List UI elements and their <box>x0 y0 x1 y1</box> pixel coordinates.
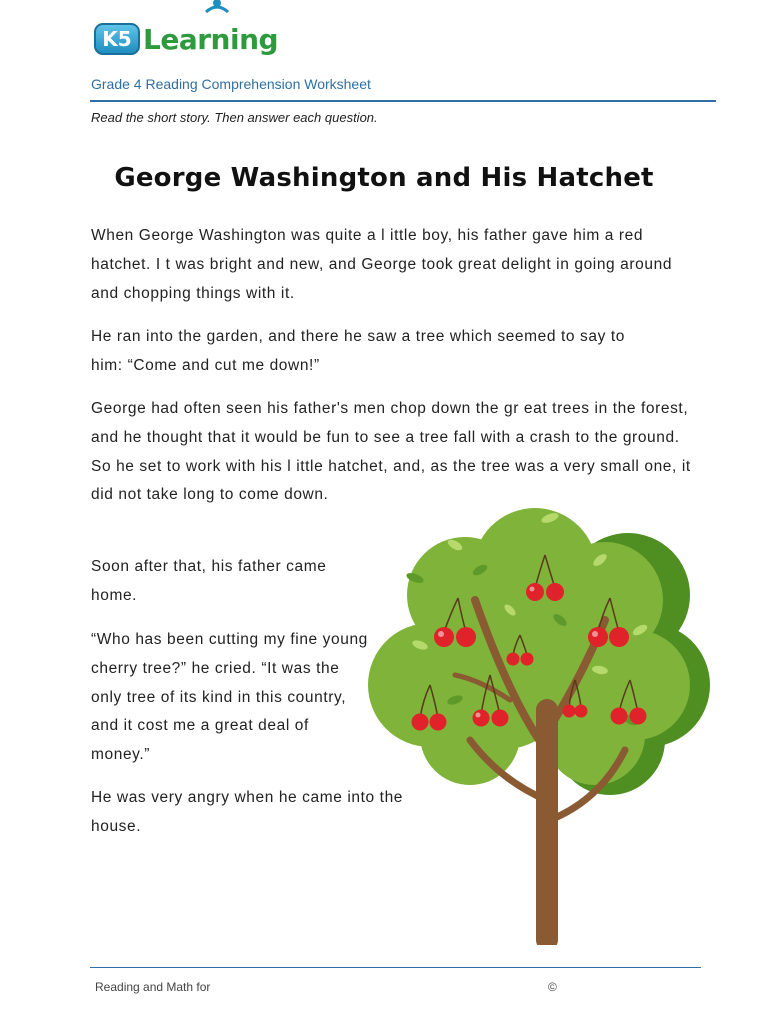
instruction-text: Read the short story. Then answer each question. <box>91 110 378 125</box>
footer-tagline: Reading and Math for <box>95 980 211 994</box>
story-paragraph-1: When George Washington was quite a l ittle boy, his father gave him a red hatchet. I t was bright and new, and George took great delight in going around and chopping things with it. <box>91 227 673 302</box>
footer-copyright: © <box>548 980 557 994</box>
k5-learning-logo[interactable] <box>94 18 278 60</box>
footer-divider <box>90 967 701 968</box>
story-paragraph-6: He was very angry when he came into the house. <box>91 789 404 835</box>
logo-wordmark: Learning <box>143 22 279 56</box>
story-paragraph-3: George had often seen his father's men chop down the gr eat trees in the forest, and he thought that it would be fun to see a tree fall with a crash to the ground. So he set to work with his l ittle hatchet, and, as the tree was a very small one, it did not take long to come down. <box>91 400 691 504</box>
header-divider <box>90 100 716 102</box>
logo-figure-icon <box>202 0 232 24</box>
story-title: George Washington and His Hatchet <box>114 163 654 193</box>
story-paragraph-2: He ran into the garden, and there he saw a tree which seemed to say to him: “Come and cut me down!” <box>91 328 625 374</box>
cherry-tree-illustration <box>360 500 710 945</box>
worksheet-subtitle: Grade 4 Reading Comprehension Worksheet <box>91 76 371 92</box>
story-paragraph-5: “Who has been cutting my fine young cherry tree?” he cried. “It was the only tree of its kind in this country, and it cost me a great deal of money.” <box>91 631 368 764</box>
logo-badge: K5 <box>94 23 140 55</box>
story-paragraph-4: Soon after that, his father came home. <box>91 558 327 604</box>
